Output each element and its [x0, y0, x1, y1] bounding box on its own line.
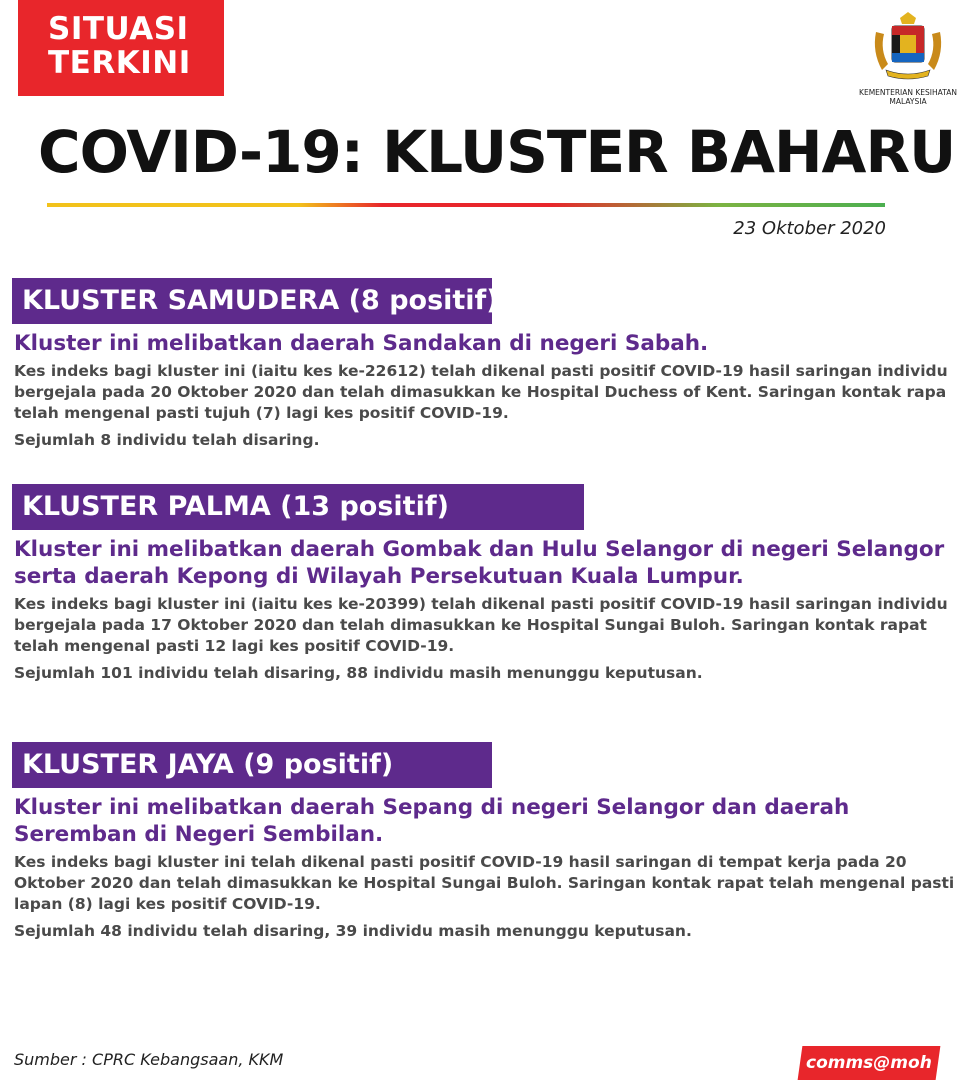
cluster-screened-count: Sejumlah 8 individu telah disaring. [14, 431, 320, 449]
comms-handle-badge [798, 1046, 941, 1080]
cluster-description: Kes indeks bagi kluster ini (iaitu kes ke-20399) telah dikenal pasti positif COVID-19 hasil saringan individu bergejala pada 17 Oktober 2020 dan telah dimasukkan ke Hospital Sungai Buloh. Saringan kontak rapat telah mengenal pasti 12 lagi kes positif COVID-19. [14, 595, 948, 655]
cluster-lead: Kluster ini melibatkan daerah Gombak dan Hulu Selangor di negeri Selangor serta daerah Kepong di Wilayah Persekutuan Kuala Lumpur. [14, 537, 945, 589]
ministry-name [848, 88, 968, 106]
comms-handle: comms@moh [806, 1053, 932, 1073]
cluster-heading: KLUSTER JAYA (9 positif) [12, 742, 492, 788]
page-title: COVID-19: KLUSTER BAHARU [38, 118, 956, 186]
cluster-samudera [12, 278, 962, 451]
cluster-description: Kes indeks bagi kluster ini telah dikenal pasti positif COVID-19 hasil saringan di tempat kerja pada 20 Oktober 2020 dan telah dimasukkan ke Hospital Sungai Buloh. Saringan kontak rapat telah mengenal pasti lapan (8) lagi kes positif COVID-19. [14, 853, 955, 913]
cluster-heading: KLUSTER SAMUDERA (8 positif) [12, 278, 492, 324]
situasi-terkini-badge [18, 0, 224, 96]
cluster-screened-count: Sejumlah 101 individu telah disaring, 88 individu masih menunggu keputusan. [14, 664, 703, 682]
cluster-lead: Kluster ini melibatkan daerah Sandakan di negeri Sabah. [14, 331, 709, 356]
cluster-jaya [12, 742, 962, 942]
title-divider [47, 203, 885, 207]
cluster-screened-count: Sejumlah 48 individu telah disaring, 39 individu masih menunggu keputusan. [14, 922, 692, 940]
cluster-palma [12, 484, 962, 684]
badge-line-2: TERKINI [48, 45, 191, 81]
source-credit: Sumber : CPRC Kebangsaan, KKM [14, 1050, 284, 1069]
malaysia-coat-of-arms-icon [868, 12, 948, 82]
report-date: 23 Oktober 2020 [733, 218, 886, 239]
ministry-line-1: KEMENTERIAN KESIHATAN [859, 88, 957, 97]
cluster-heading: KLUSTER PALMA (13 positif) [12, 484, 584, 530]
badge-line-1: SITUASI [48, 11, 189, 47]
cluster-lead: Kluster ini melibatkan daerah Sepang di negeri Selangor dan daerah Seremban di Negeri Sembilan. [14, 795, 850, 847]
cluster-description: Kes indeks bagi kluster ini (iaitu kes ke-22612) telah dikenal pasti positif COVID-19 hasil saringan individu bergejala pada 20 Oktober 2020 dan telah dimasukkan ke Hospital Duchess of Kent. Saringan kontak rapa telah mengenal pasti tujuh (7) lagi kes positif COVID-19. [14, 362, 948, 422]
ministry-line-2: MALAYSIA [889, 97, 927, 106]
